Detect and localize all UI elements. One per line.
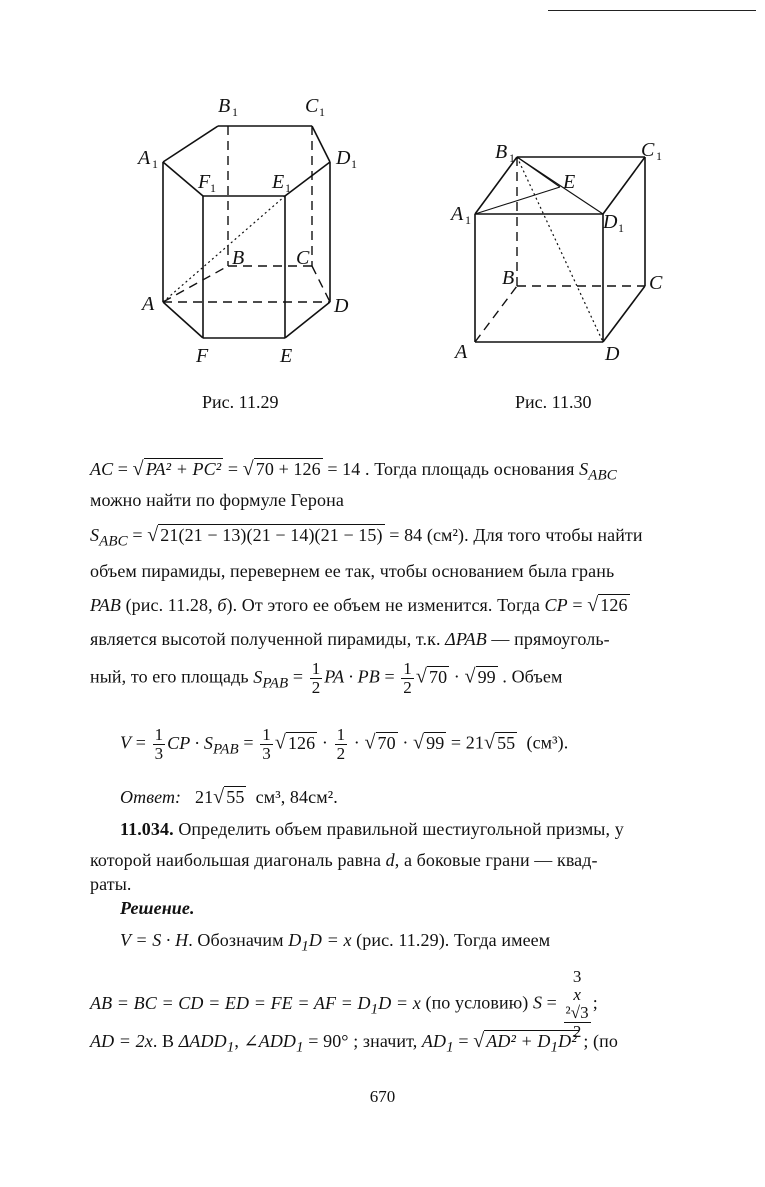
problem-text-1: Определить объем правильной шестиугольной призмы, у [178,819,624,839]
label-C1: C [641,139,655,161]
subscript: 1 [465,213,471,227]
text-l6: является высотой полученной пирамиды, т.к. [90,629,441,649]
text-line-7: ный, то его площадь $S_{PAB}$ = $\frac{1}{2}$ PA · PB = $\frac{1}{2}$ √ 70 · √ 99 . Объем [90,659,563,697]
subscript: 1 [232,105,238,119]
solution-label-text: Решение. [120,898,195,918]
text-line-5: PAB (рис. 11.28, б). От этого ее объем не изменится. Тогда CP = √ 126 [90,594,628,616]
subscript: 1 [285,181,291,195]
problem-line-2: которой наибольшая диагональ равна d, а боковые грани — квад- [90,850,598,870]
text-l5-b: б [217,595,227,615]
answer-value: см³, 84см². [255,787,338,807]
text-l15-mid: . В [152,1031,175,1051]
text-l7-head: ный, то его площадь [90,666,249,687]
label-B: B [232,247,245,269]
label-B1: B [495,141,508,163]
label-A1: A [138,147,151,169]
label-F: F [196,345,209,367]
top-rule [548,10,756,11]
subscript: 1 [618,221,624,235]
page-number: 670 [369,1087,396,1106]
problem-number: 11.034. [120,819,174,839]
label-E: E [563,171,576,193]
text-line-4 [90,560,614,582]
subscript: 1 [351,157,357,171]
problem-text-3: раты. [90,874,132,894]
figure-cube [445,132,680,367]
text-l15-tail: ; (по [583,1031,618,1051]
text-line-6: является высотой полученной пирамиды, т.к. ΔPAB — прямоуголь- [90,629,610,649]
subscript: 1 [509,151,515,165]
label-F1: F [198,171,211,193]
problem-text-2-tail: , а боковые грани — квад- [394,850,598,870]
text-l4: объем пирамиды, перевернем ее так, чтобы основанием была грань [90,561,615,581]
text-line-15: AD = 2x. В $\Delta ADD_1$, $\angle ADD_1 = 90^\circ$ ; значит, $AD_1$ = √ $AD^2 + D_1D^2$ ; (по [90,1030,618,1056]
label-E1: E [272,171,285,193]
answer-label: Ответ: [120,787,182,807]
figure-hexagonal-prism [130,90,380,370]
text-l6-tail: — прямоуголь- [491,629,610,649]
text-l13-tail: (рис. 11.29). Тогда имеем [356,930,551,950]
text-l5-mid: (рис. 11.28, [125,595,213,615]
label-D: D [334,295,349,317]
label-D1: D [603,211,618,233]
text-line-1: AC = √ PA² + PC² = √ 70 + 126 = 14 . Тогда площадь основания $S_{ABC}$ [90,458,617,484]
text-l1-tail: . Тогда площадь основания [365,459,575,479]
label-C: C [296,247,310,269]
label-E: E [280,345,293,367]
label-C1: C [305,95,319,117]
solution-label [120,897,195,919]
text-l14-cond: (по условию) [425,992,529,1013]
label-C: C [649,272,663,294]
text-l2: можно найти по формуле Герона [90,490,344,510]
problem-line-3 [90,873,131,895]
text-line-13: V = S · H. Обозначим $D_1D = x$ (рис. 11.29). Тогда имеем [120,930,551,955]
label-D1: D [336,147,351,169]
caption-fig-11-29: Рис. 11.29 [202,392,279,412]
label-D: D [605,343,620,365]
problem-text-2: которой наибольшая диагональ равна [90,850,382,870]
label-A1: A [451,203,464,225]
text-line-3: $S_{ABC}$ = √ 21(21 − 13)(21 − 14)(21 − 15) = 84 (см²). Для того чтобы найти [90,524,643,550]
label-B1: B [218,95,231,117]
problem-line-1 [120,818,624,840]
text-line-8: V = $\frac{1}{3}$ CP · $S_{PAB}$ = $\frac{1}{3}$ √ 126 · $\frac{1}{2}$ · √ 70 · √ 99 = 21√ 55 (см³). [120,725,569,763]
label-A: A [455,341,468,363]
text-l15-angle: = 90° ; значит, [308,1031,418,1051]
label-B: B [502,267,515,289]
subscript: 1 [656,149,662,163]
subscript: 1 [319,105,325,119]
text-l5-tail: ). От этого ее объем не изменится. Тогда [226,595,540,615]
caption-fig-11-30: Рис. 11.30 [515,392,592,412]
text-line-14: AB = BC = CD = ED = FE = AF = $D_1D = x$ (по условию) S = 3 x ²√3 2 ; [90,967,598,1041]
subscript: 1 [152,157,158,171]
answer-line: Ответ: 21√ 55 см³, 84см². [120,786,338,808]
label-A: A [142,293,155,315]
text-l13-mid: . Обозначим [188,930,284,950]
text-l3-tail: = 84 (см²). Для того чтобы найти [389,525,643,545]
subscript: 1 [210,181,216,195]
text-l7-tail: . Объем [502,666,563,687]
text-l8-units: (см³). [526,732,569,753]
text-line-2 [90,489,344,511]
